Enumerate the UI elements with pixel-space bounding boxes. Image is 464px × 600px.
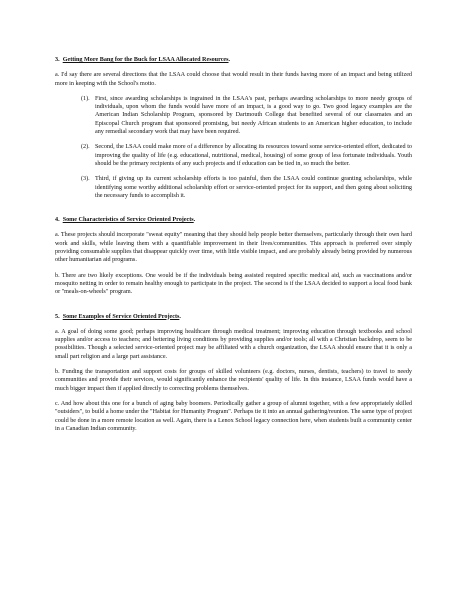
section-3-item-3 bbox=[81, 175, 412, 200]
item-number: (1). bbox=[81, 95, 90, 102]
section-5-para-c: c. And how about this one for a bunch of aging baby boomers. Periodically gather a group of alumni together, with a few appropriately skilled "outsiders", to build a home under the "Habitat for Humanity Program". Perhaps tie it into an annual gathering/reunion. The same type of project could be done in a more remote location as well. Again, there is a Lenox School legacy connection here, when students built a community center in a Canadian Indian community. bbox=[55, 400, 412, 432]
section-3-item-1 bbox=[81, 95, 412, 136]
section-5-title: Some Examples of Service Oriented Projects bbox=[62, 313, 180, 320]
item-text: Second, the LSAA could make more of a difference by allocating its resources toward some service-oriented effort, dedicated to improving the quality of life (e.g. educational, nutritional, medical, housing) of some group of less fortunate individuals. Youth should be the primary recipients of any such projects and if education can be tied in, so much the better. bbox=[95, 144, 412, 167]
section-4-para-a: a. These projects should incorporate "sweat equity" meaning that they should help people better themselves, particularly through their own hard work and skills, while leaving them with a quantifiable improvement in their lives/communities. This approach is preferred over simply providing consumable supplies that disappear quickly over time, with little visible impact, and are probably already being provided by numerous other humanitarian aid programs. bbox=[55, 232, 412, 264]
section-5-heading: 5. Some Examples of Service Oriented Projects. bbox=[55, 313, 181, 320]
section-4-heading: 4. Some Characteristics of Service Oriented Projects. bbox=[55, 217, 196, 224]
section-3-number: 3. bbox=[55, 57, 60, 63]
item-text: First, since awarding scholarships is ingrained in the LSAA's past, perhaps awarding scholarships to more needy groups of individuals, upon whom the funds would have more of an impact, is a good way to go. Two good legacy examples are the American Indian Scholarship Program, sponsored by Dartmouth College that benefited several of our classmates and an Episcopal Church program that sponsored promising, but needy African students to an American higher education, to include any remedial secondary work that may have been required. bbox=[95, 95, 412, 136]
item-text: Third, if giving up its current scholarship efforts is too painful, then the LSAA could continue granting scholarships, while identifying some worthy additional scholarship effort or service-oriented project for its support, and then going about soliciting the necessary funds to accomplish it. bbox=[95, 176, 412, 199]
section-5-para-b: b. Funding the transportation and support costs for groups of skilled volunteers (e.g. doctors, nurses, dentists, teachers) to travel to needy communities and provide their services, would significantly enhance the recipients' quality of life. In this instance, LSAA funds would have a much bigger impact then if applied directly to correcting problems themselves. bbox=[55, 369, 412, 392]
section-spacer bbox=[55, 207, 412, 216]
section-spacer bbox=[55, 304, 412, 313]
section-4-para-b: b. There are two likely exceptions. One would be if the individuals being assisted required specific medical aid, such as vaccinations and/or mosquito netting in order to remain healthy enough to participate in the project. The second is if the LSAA decided to support a local food bank or "meals-on-wheels" program. bbox=[55, 272, 412, 296]
section-3-intro: a. I'd say there are several directions that the LSAA could choose that would result in their funds having more of an impact and being utilized more in keeping with the School's motto. bbox=[55, 72, 412, 87]
section-3-item-2 bbox=[81, 143, 412, 168]
section-3-title: Getting More Bang for the Buck for LSAA Allocated Resources bbox=[62, 57, 229, 63]
section-4-number: 4. bbox=[55, 217, 60, 224]
section-3-heading: 3. Getting More Bang for the Buck for LSAA Allocated Resources. bbox=[55, 57, 231, 63]
item-number: (3). bbox=[81, 176, 90, 183]
section-5-para-a: a. A goal of doing some good; perhaps improving healthcare through medical treatment; improving education through textbooks and school supplies and/or access to teachers; and bettering living conditions by providing supplies and/or tools; all with a Christian backdrop, seem to be possibilities. Though a selected service-oriented project may be affiliated with a church organization, the LSAA should ensure that it is only a small part religion and a large part assistance. bbox=[55, 328, 412, 360]
item-number: (2). bbox=[81, 144, 90, 151]
section-5-number: 5. bbox=[55, 313, 60, 320]
section-4-title: Some Characteristics of Service Oriented Projects bbox=[62, 217, 194, 224]
